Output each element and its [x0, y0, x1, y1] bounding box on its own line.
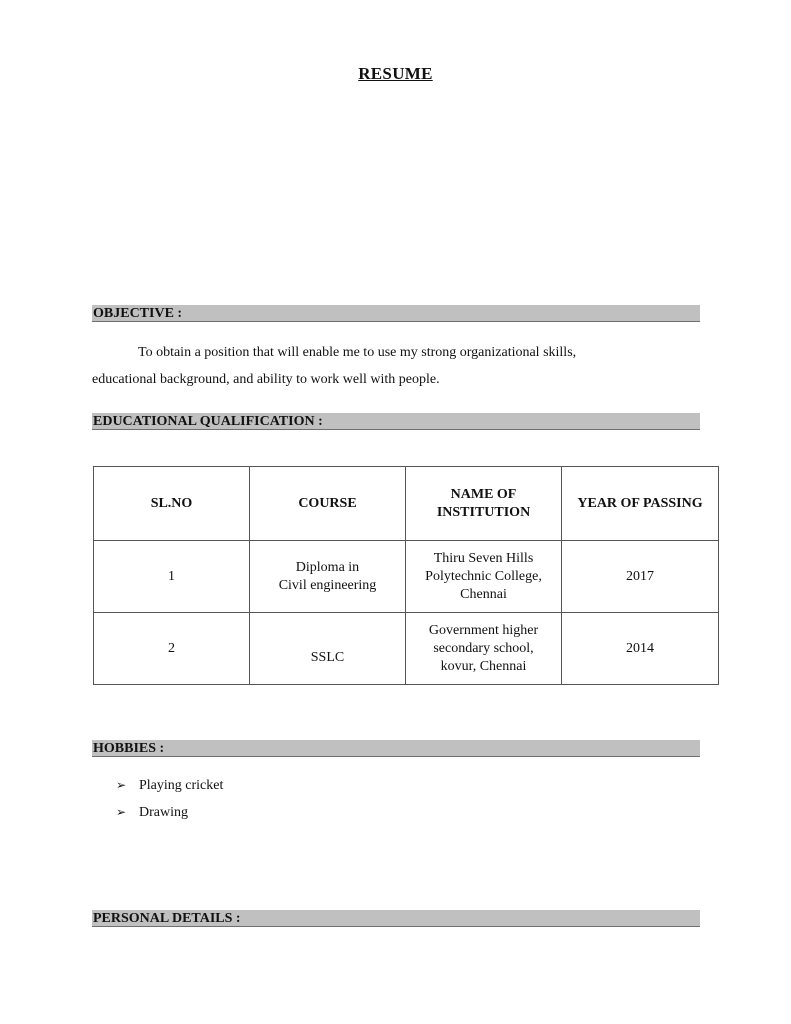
section-header-hobbies: HOBBIES :: [92, 740, 700, 757]
cell-year: 2014: [562, 613, 719, 685]
header-institution-line-1: NAME OF: [450, 486, 517, 502]
cell-course-line-1: SSLC: [310, 649, 345, 665]
header-institution-line-2: INSTITUTION: [436, 504, 531, 520]
cell-year: 2017: [562, 541, 719, 613]
header-slno: SL.NO: [94, 467, 250, 541]
cell-course-line-1: Diploma in: [295, 559, 360, 575]
cell-institution-line-3: Chennai: [460, 586, 507, 602]
objective-line-1-text: To obtain a position that will enable me to use my strong organizational skills,: [138, 345, 577, 360]
objective-paragraph: [92, 339, 702, 393]
list-item: [116, 775, 223, 802]
section-header-education: EDUCATIONAL QUALIFICATION :: [92, 413, 700, 430]
cell-institution: [406, 613, 562, 685]
cell-institution-line-1: Thiru Seven Hills: [433, 550, 534, 566]
hobbies-list: [116, 775, 223, 829]
education-table: [93, 466, 719, 685]
arrow-bullet-icon: ➢: [116, 778, 127, 792]
resume-title: RESUME: [358, 64, 433, 83]
hobby-label: Playing cricket: [139, 778, 224, 793]
cell-institution-line-1: Government higher: [428, 622, 539, 638]
section-header-objective: OBJECTIVE :: [92, 305, 700, 322]
table-row: [94, 541, 719, 613]
header-institution: [406, 467, 562, 541]
cell-institution-line-3: kovur, Chennai: [440, 658, 527, 674]
objective-line-1: [92, 339, 702, 366]
cell-institution: [406, 541, 562, 613]
hobby-label: Drawing: [139, 805, 188, 820]
list-item: [116, 802, 223, 829]
cell-course: [250, 541, 406, 613]
arrow-bullet-icon: ➢: [116, 805, 127, 819]
cell-institution-line-2: Polytechnic College,: [425, 568, 542, 584]
table-header-row: [94, 467, 719, 541]
cell-course: [250, 613, 406, 685]
table-row: [94, 613, 719, 685]
cell-institution-line-2: secondary school,: [433, 640, 534, 656]
cell-slno: 2: [94, 613, 250, 685]
objective-line-2: educational background, and ability to work well with people.: [92, 372, 440, 387]
section-header-personal-details: PERSONAL DETAILS :: [92, 910, 700, 927]
cell-slno: 1: [94, 541, 250, 613]
cell-course-line-2: Civil engineering: [278, 577, 377, 593]
header-course: COURSE: [250, 467, 406, 541]
header-year: YEAR OF PASSING: [562, 467, 719, 541]
